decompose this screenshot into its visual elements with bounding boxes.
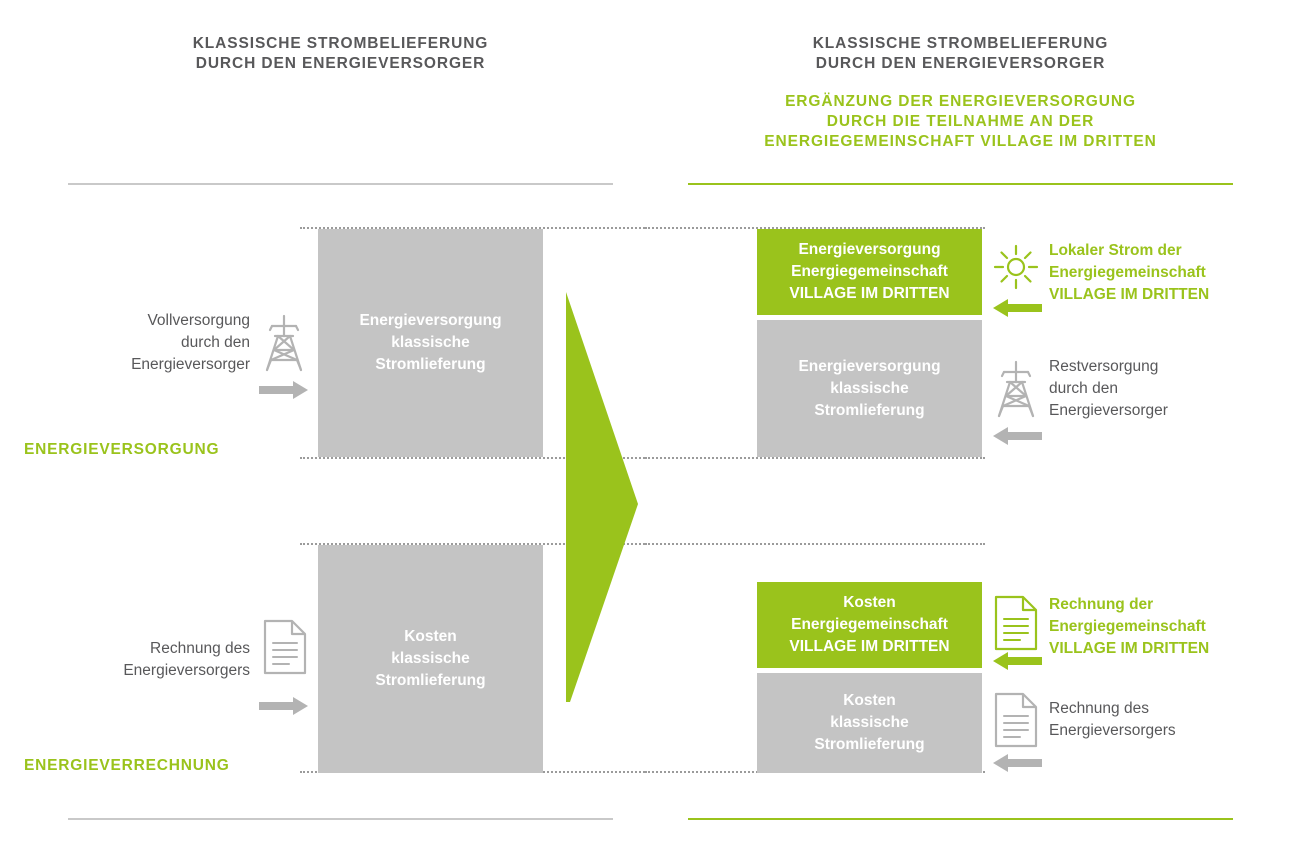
right-column-subheading xyxy=(688,92,1233,152)
billing-right-green-caption-line-1: Rechnung der xyxy=(1049,596,1154,613)
right-column-bottom-rule xyxy=(688,818,1233,820)
billing-right-green-line-3: VILLAGE IM DRITTEN xyxy=(789,638,950,655)
billing-left-block-line-1: Kosten xyxy=(404,628,457,645)
supply-left-block-line-1: Energieversorgung xyxy=(359,312,502,329)
supply-right-grey-caption-line-1: Restversorgung xyxy=(1049,358,1159,375)
pylon-icon xyxy=(258,312,310,374)
left-column-bottom-rule xyxy=(68,818,613,820)
billing-left-caption xyxy=(70,638,250,682)
right-subheading-line-1: ERGÄNZUNG DER ENERGIEVERSORGUNG xyxy=(785,93,1136,110)
supply-right-grey-caption-line-3: Energieversorger xyxy=(1049,402,1168,419)
arrow-left-icon-supply-grey xyxy=(992,426,1042,446)
supply-left-block xyxy=(318,229,543,457)
supply-right-green-line-2: Energiegemeinschaft xyxy=(791,263,948,280)
supply-bottom-dotted-right xyxy=(645,457,985,459)
right-heading-line-1: KLASSISCHE STROMBELIEFERUNG xyxy=(812,35,1109,52)
billing-right-grey-caption-line-1: Rechnung des xyxy=(1049,700,1149,717)
supply-left-caption-line-2: durch den xyxy=(181,334,250,351)
supply-right-green-line-1: Energieversorgung xyxy=(798,241,941,258)
left-heading-line-2: DURCH DEN ENERGIEVERSORGER xyxy=(195,55,486,72)
billing-right-grey-caption-line-2: Energieversorgers xyxy=(1049,722,1176,739)
supply-right-grey-line-1: Energieversorgung xyxy=(798,357,941,375)
billing-right-green-caption xyxy=(1049,594,1259,660)
arrow-left-icon-billing-grey xyxy=(992,753,1042,773)
supply-right-green-caption-line-3: VILLAGE IM DRITTEN xyxy=(1049,286,1210,303)
billing-right-green-line-2: Energiegemeinschaft xyxy=(791,616,948,633)
billing-left-block-line-3: Stromlieferung xyxy=(375,672,486,689)
big-transition-arrow-icon xyxy=(560,292,640,712)
billing-right-green-block xyxy=(757,582,982,668)
right-column-top-rule xyxy=(688,183,1233,185)
billing-right-grey-block xyxy=(757,673,982,773)
billing-right-green-caption-line-2: Energiegemeinschaft xyxy=(1049,618,1206,635)
sun-icon xyxy=(992,243,1040,291)
arrow-left-icon-supply-green xyxy=(992,298,1042,318)
supply-right-grey-caption-line-2: durch den xyxy=(1049,380,1118,397)
billing-right-grey-line-1: Kosten xyxy=(843,692,896,709)
supply-left-caption-line-1: Vollversorgung xyxy=(147,312,250,329)
right-subheading-line-2: DURCH DIE TEILNAHME AN DER xyxy=(826,113,1095,130)
billing-right-grey-caption xyxy=(1049,698,1259,742)
supply-left-caption-line-3: Energieversorger xyxy=(131,356,250,373)
billing-left-caption-line-1: Rechnung des xyxy=(150,640,250,657)
billing-top-dotted-right xyxy=(645,543,985,545)
arrow-left-icon-billing-green xyxy=(992,651,1042,671)
invoice-document-icon-green xyxy=(993,594,1039,652)
billing-right-grey-line-2: klassische xyxy=(830,714,909,731)
supply-left-block-line-3: Stromlieferung xyxy=(375,356,486,373)
invoice-document-icon-grey xyxy=(993,691,1039,749)
arrow-right-icon-supply-left xyxy=(259,380,309,400)
right-subheading-line-3: ENERGIEGEMEINSCHAFT VILLAGE IM DRITTEN xyxy=(764,133,1157,150)
supply-left-caption xyxy=(70,310,250,376)
left-heading-line-1: KLASSISCHE STROMBELIEFERUNG xyxy=(192,35,489,52)
billing-left-block xyxy=(318,545,543,773)
supply-left-block-line-2: klassische xyxy=(391,334,470,351)
left-column-heading xyxy=(68,34,613,74)
supply-right-green-line-3: VILLAGE IM DRITTEN xyxy=(789,285,950,302)
supply-right-grey-caption xyxy=(1049,356,1259,422)
right-heading-line-2: DURCH DEN ENERGIEVERSORGER xyxy=(815,55,1106,72)
section-label-billing: ENERGIEVERRECHNUNG xyxy=(24,757,230,774)
billing-left-caption-line-2: Energieversorgers xyxy=(123,662,250,679)
arrow-right-icon-billing-left xyxy=(259,696,309,716)
section-label-supply: ENERGIEVERSORGUNG xyxy=(24,441,220,458)
left-column-top-rule xyxy=(68,183,613,185)
supply-right-grey-block xyxy=(757,320,982,457)
pylon-icon-rest-supply xyxy=(990,358,1042,420)
supply-right-green-caption-line-2: Energiegemeinschaft xyxy=(1049,264,1206,281)
supply-right-grey-line-3: Stromlieferung xyxy=(814,401,925,419)
right-column-heading xyxy=(688,34,1233,74)
supply-right-green-caption-line-1: Lokaler Strom der xyxy=(1049,242,1182,259)
supply-right-green-block xyxy=(757,229,982,315)
invoice-document-icon-left xyxy=(262,618,308,676)
billing-right-grey-line-3: Stromlieferung xyxy=(814,736,925,753)
billing-right-green-line-1: Kosten xyxy=(843,594,896,611)
supply-right-green-caption xyxy=(1049,240,1259,306)
billing-right-green-caption-line-3: VILLAGE IM DRITTEN xyxy=(1049,640,1210,657)
billing-left-block-line-2: klassische xyxy=(391,650,470,667)
supply-right-grey-line-2: klassische xyxy=(830,379,909,397)
